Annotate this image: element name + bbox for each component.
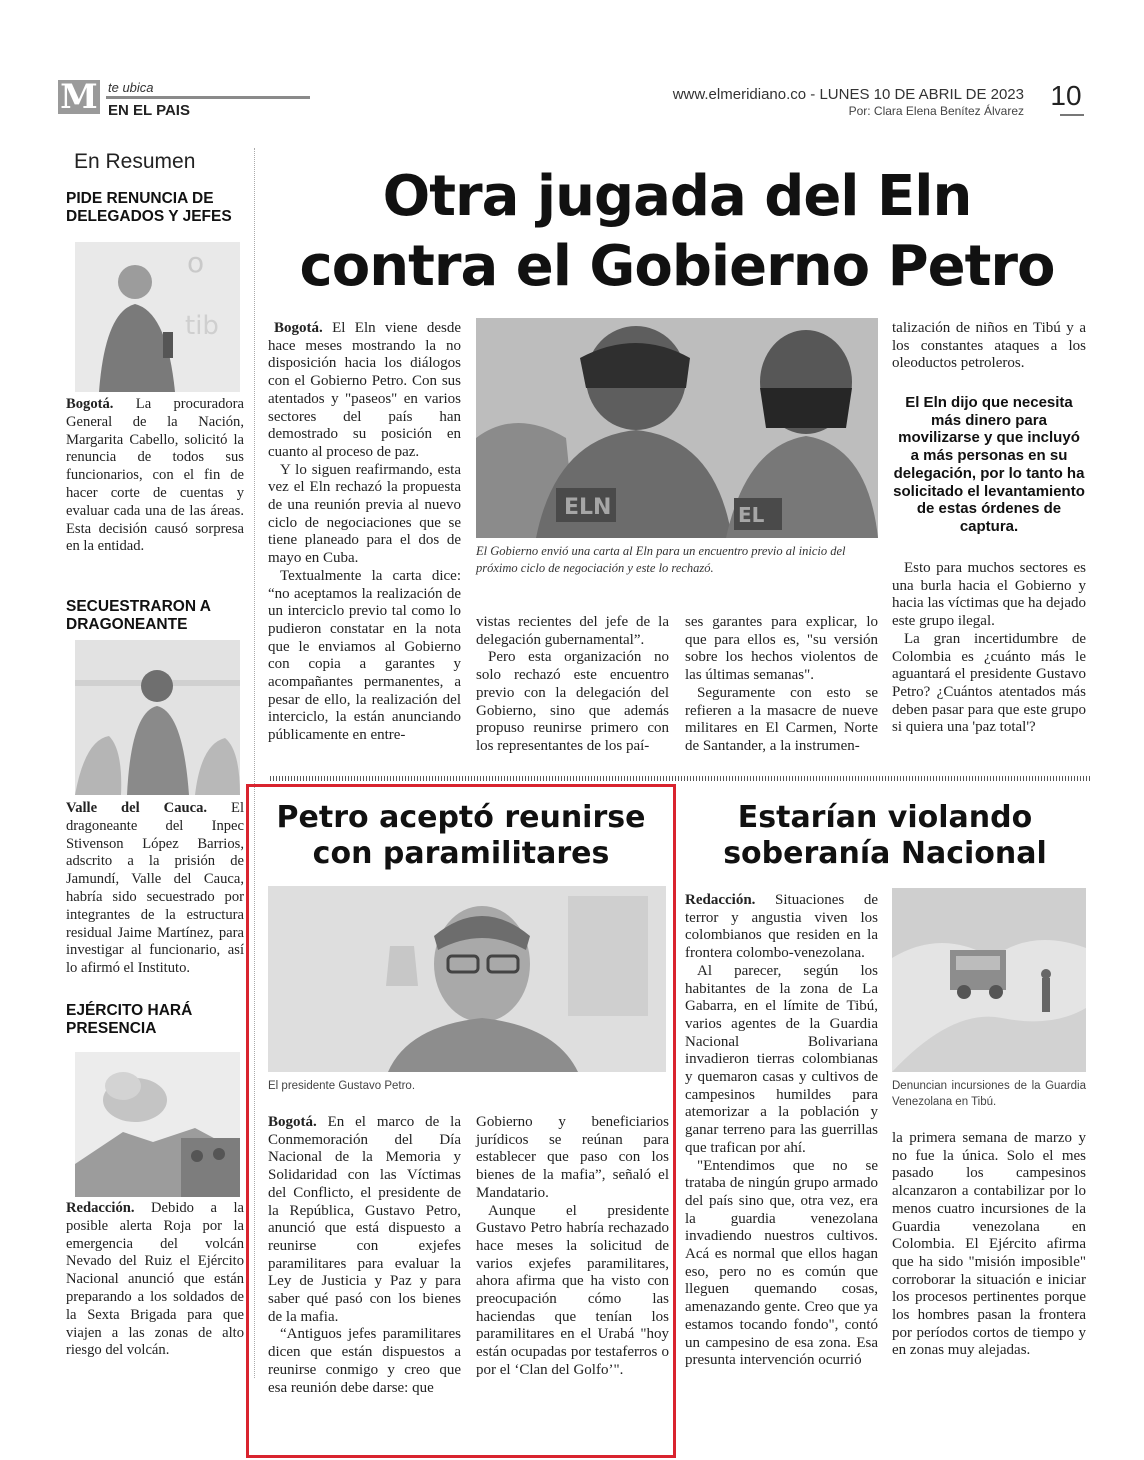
main-story-col2-p1: vistas recientes del jefe de la delegación gubernamental”. <box>476 614 669 648</box>
svg-text:tib: tib <box>185 311 219 341</box>
main-headline-line1: Otra jugada del Eln <box>382 164 972 229</box>
svg-text:o: o <box>187 246 205 279</box>
main-story-col3-p1: ses garantes para explicar, lo que para ellos es, "su versión sobre los hechos violentos de las últimas semanas". <box>685 614 878 684</box>
pull-quote: El Eln dijo que necesita más dinero para movilizarse y que incluyó a más personas en su delegación, por lo tanto ha solicitado el levantamiento de estas órdenes de captura. <box>893 394 1085 535</box>
sidebar-heading-2: SECUESTRARON A DRAGONEANTE <box>66 598 211 633</box>
main-story-column-1 <box>268 320 461 745</box>
main-story-lead: Bogotá. <box>274 320 323 336</box>
sidebar-text-1 <box>66 396 244 556</box>
procuradora-photo <box>75 242 240 392</box>
main-headline <box>262 162 1092 302</box>
petro-story-column-2 <box>476 1114 669 1380</box>
section-name: EN EL PAIS <box>108 102 190 119</box>
main-story-col3-p2: Seguramente con esto se refieren a la masacre de nueve militares en El Carmen, Norte de Santander, a la instrumen- <box>685 684 878 754</box>
sovereignty-headline <box>684 800 1086 872</box>
border-photo <box>892 888 1086 1072</box>
petro-headline-line1: Petro aceptó reunirse <box>276 800 646 835</box>
main-story-col1-p3: Textualmente la carta dice: “no aceptamos la realización de un interciclo previo tal como lo pudieron constatar en la nota que le enviamos al Gobierno con copia a garantes y acompañantes permanentes, a pesar de ello, la realización del interciclo, la están anunciando públicamente en entre- <box>268 567 461 744</box>
sovereignty-headline-line2: soberanía Nacional <box>723 836 1047 871</box>
sidebar-body-1: La procuradora General de la Nación, Margarita Cabello, solicitó la renuncia de todos sus funcionarios, con el fin de hacer corte de cuentas y evaluar cada una de las áreas. Esta decisión causó sorpresa en la entidad. <box>66 396 244 555</box>
header-url-date: www.elmeridiano.co - LUNES 10 DE ABRIL DE 2023 <box>672 86 1024 103</box>
page-number-rule <box>1060 114 1084 116</box>
sovereignty-col1-p1: Situaciones de terror y angustia viven los colombianos que residen en la frontera colombo-venezolana. <box>685 892 878 962</box>
dragoneante-photo <box>75 640 240 795</box>
sovereignty-col1-p2: Al parecer, según los habitantes de la zona de La Gabarra, en el límite de Tibú, varios agentes de la Guardia Nacional Bolivariana invadieron tierras colombianas y quemaron casas y cultivos de campesinos humildes para atemorizar a la población y ganar terreno para las guerrillas que trafican por ahí. <box>685 962 878 1156</box>
main-story-column-3 <box>685 614 878 756</box>
sidebar-text-2 <box>66 800 244 978</box>
sidebar-heading-3: EJÉRCITO HARÁ PRESENCIA <box>66 1002 193 1037</box>
svg-text:ELN: ELN <box>564 495 612 520</box>
sidebar-lead-3: Redacción. <box>66 1200 135 1216</box>
main-photo-caption: El Gobierno envió una carta al Eln para un encuentro previo al inicio del próximo ciclo de negociación y este lo rechazó. <box>476 544 846 575</box>
section-kicker: te ubica <box>108 80 154 95</box>
page-number: 10 <box>1050 80 1082 111</box>
main-story-column-2 <box>476 614 669 756</box>
sovereignty-story-lead: Redacción. <box>685 892 756 908</box>
main-story-column-4-top <box>892 320 1086 373</box>
svg-text:EL: EL <box>738 503 765 527</box>
main-story-col1-p2: Y lo siguen reafirmando, esta vez el Eln rechazó la propuesta de una reunión previa al nuevo ciclo de negociaciones que se tiene planeado para el dos de mayo en Cuba. <box>268 461 461 567</box>
petro-col2-p1: Gobierno y beneficiarios jurídicos se reúnan para establecer que paso con los bienes de la mafia”, señaló el Mandatario. <box>476 1114 669 1201</box>
main-story-col4-p1: talización de niños en Tibú y a los constantes ataques a los oleoductos petroleros. <box>892 320 1086 372</box>
header-byline: Por: Clara Elena Benítez Álvarez <box>848 104 1024 118</box>
sidebar-lead-2: Valle del Cauca. <box>66 800 208 816</box>
main-story-column-4-bottom <box>892 560 1086 737</box>
main-story-col1-p1: El Eln viene desde hace meses mostrando la no disposición hacia los diálogos con el Gobierno Petro. Con sus atentados y "paseos" en varios sectores del país han demostrado su posición en cuanto al proceso de paz. <box>268 320 461 460</box>
sovereignty-story-column-2 <box>892 1130 1086 1360</box>
section-separator <box>270 776 1090 781</box>
sovereignty-headline-line1: Estarían violando <box>737 800 1033 835</box>
sovereignty-col1-p3: "Entendimos que no se trataba de ningún grupo armado del país sino que, otra vez, era la guardia venezolana invadiendo nuestros cultivos. Acá es normal que ellos hagan eso, pero no es común que lleguen quemando cosas, amenazando gente. Creo que ya estamos tocando fondo", contó un campesino de esa zona. Esa presunta intervención ocurrió <box>685 1157 878 1369</box>
main-story-col4-p2: Esto para muchos sectores es una burla hacia el Gobierno y hacia las víctimas que ha dejado este grupo ilegal. <box>892 560 1086 630</box>
main-story-col2-p2: Pero esta organización no solo rechazó este encuentro previo con la delegación del Gobierno, sino que además propuso reunirse primero con los representantes de los paí- <box>476 649 669 754</box>
eln-fighters-photo <box>476 318 878 538</box>
volcano-photo <box>75 1052 240 1197</box>
main-headline-line2: contra el Gobierno Petro <box>299 234 1055 299</box>
sidebar-title: En Resumen <box>74 150 196 173</box>
main-story-col4-p3: La gran incertidumbre de Colombia es ¿cuánto más le aguantará el presidente Gustavo Petro? ¿Cuántos atentados más deben pasar para que este grupo si quiera una 'paz total'? <box>892 630 1086 736</box>
newspaper-logo: M <box>58 80 100 114</box>
sidebar-body-2: El dragoneante del Inpec Stivenson López Barrios, adscrito a la prisión de Jamundí, Valle del Cauca, habría sido secuestrado por integrantes de la estructura residual Jaime Martínez, para investigar al funcionario, así lo afirmó el Instituto. <box>66 800 245 977</box>
sovereignty-story-column-1 <box>685 892 878 1370</box>
sidebar-body-3: Debido a la posible alerta Roja por la emergencia del volcán Nevado del Ruiz el Ejército Nacional anunció que están preparando a los soldados de la Sexta Brigada para que viajen a las zonas de alto riesgo del volcán. <box>66 1200 244 1359</box>
petro-story-lead: Bogotá. <box>268 1114 317 1130</box>
petro-headline <box>258 800 664 872</box>
petro-col2-p2: Aunque el presidente Gustavo Petro habría rechazado hace meses la solicitud de varios exjefes paramilitares, ahora afirma que ha visto con preocupación cómo las haciendas que tenían los paramilitares en el Urabá "hoy están ocupadas por testaferros o por el ‘Clan del Golfo’". <box>476 1202 669 1378</box>
sidebar-lead-1: Bogotá. <box>66 396 114 412</box>
header-rule <box>106 96 310 99</box>
sidebar-text-3 <box>66 1200 244 1360</box>
sovereignty-col2-p1: la primera semana de marzo y no fue la única. Solo el mes pasado los campesinos alcanzaron a contabilizar por lo menos cuatro incursiones de la Guardia venezolana en Colombia. El Ejército afirma que ha sido "misión imposible" corroborar la situación e iniciar los procesos pertinentes porque los hombres pasan la frontera por períodos cortos de tiempo y en zonas muy alejadas. <box>892 1130 1086 1359</box>
petro-headline-line2: con paramilitares <box>312 836 610 871</box>
petro-story-column-1 <box>268 1114 461 1397</box>
sidebar-heading-1: PIDE RENUNCIA DE DELEGADOS Y JEFES <box>66 190 232 225</box>
petro-col1-p1: En el marco de la Conmemoración del Día Nacional de la Memoria y Solidaridad con las Víctimas del Conflicto, el presidente de la República, Gustavo Petro, anunció que está dispuesto a reunirse con exjefes paramilitares para evaluar la Ley de Justicia y Paz y para saber qué pasó con los bienes de la mafia. <box>268 1114 461 1325</box>
petro-photo-caption: El presidente Gustavo Petro. <box>268 1080 416 1092</box>
petro-col1-p2: “Antiguos jefes paramilitares dicen que están dispuestos a reunirse conmigo y creo que esa reunión debe darse: que <box>268 1326 461 1396</box>
border-photo-caption: Denuncian incursiones de la Guardia Venezolana en Tibú. <box>892 1080 1086 1108</box>
petro-photo <box>268 886 666 1072</box>
